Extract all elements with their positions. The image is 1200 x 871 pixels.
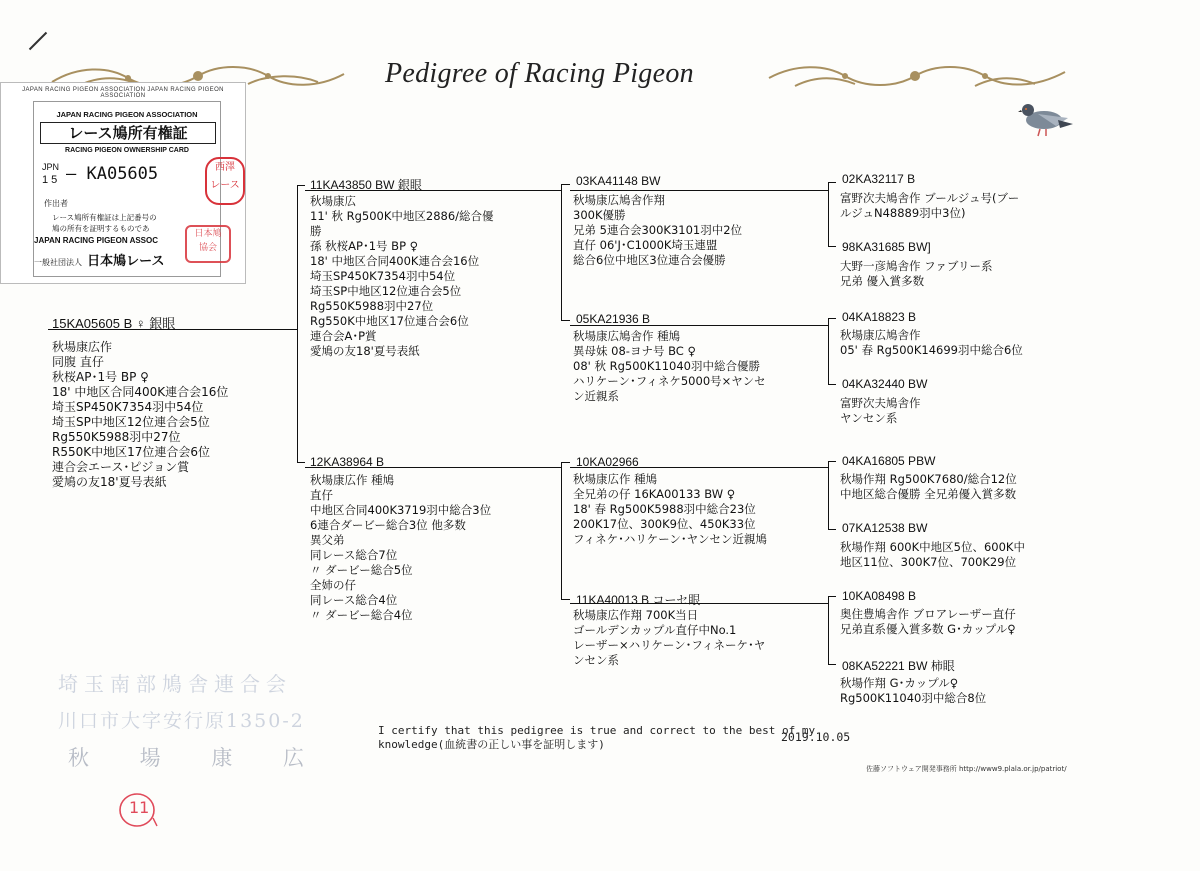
subject-notes: 秋場康広作 同腹 直仔 秋桜AP･1号 BP ♀ 18' 中地区合同400K連合会16位 埼玉SP450K7354羽中54位 埼玉SP中地区12位連合会5位 Rg550K5988羽中27位 R550K中地区17位連合会6位 連合会エース･ピジョン賞 愛鳩の友18'夏号表紙 <box>52 340 229 489</box>
subject-id: 15KA05605 B ♀ 銀眼 <box>52 316 176 331</box>
sd-notes: 秋場康広鳩舎作 種鳩 異母妹 08-ヨナ号 BC ♀ 08' 秋 Rg500K11040羽中総合優勝 ハリケーン･フィネケ5000号×ヤンセ ン近親系 <box>573 329 766 403</box>
gen4-v4 <box>828 596 829 664</box>
dd-id: 11KA40013 B コーセ眼 <box>576 593 701 607</box>
ss-notes: 秋場康広鳩舎作翔 300K優勝 兄弟 5連合会300K3101羽中2位 直仔 06'J･C1000K埼玉連盟 総合6位中地区3位連合会優勝 <box>573 193 743 267</box>
ddd-id: 08KA52221 BW 柿眼 <box>842 659 955 673</box>
handwritten-number: 11 <box>129 798 150 817</box>
sdd-id: 04KA32440 BW <box>842 377 928 391</box>
red-oval-stamp: 西澤 レース <box>205 157 245 205</box>
ownership-card <box>0 82 246 284</box>
ds-id: 10KA02966 <box>576 455 639 469</box>
sdd-tick <box>828 384 836 385</box>
card-title-en: RACING PIGEON OWNERSHIP CARD <box>65 147 189 154</box>
sire-tick <box>297 185 305 186</box>
dsd-tick <box>828 529 836 530</box>
ddd-notes: 秋場作翔 G･カップル♀ Rg500K11040羽中総合8位 <box>840 676 987 705</box>
dam-tick <box>297 462 305 463</box>
red-seal-stamp: 日本鳩 協会 <box>185 225 231 263</box>
dam-notes: 秋場康広作 種鳩 直仔 中地区合同400K3719羽中総合3位 6連合ダービー総合3位 他多数 異父弟 同レース総合7位 〃 ダービー総合5位 全姉の仔 同レース総合4位 〃 ダービー総合4位 <box>310 473 492 622</box>
ss-connector <box>570 190 828 191</box>
certification-text: I certify that this pedigree is true and correct to the best of my knowledge(血統書の正しい事を証明します) <box>378 724 816 751</box>
dd-notes: 秋場康広作翔 700K当日 ゴールデンカップル直仔中No.1 レーザー×ハリケーン･フィネーケ･ヤ ンセン系 <box>573 608 766 667</box>
ds-tick <box>561 462 570 463</box>
sss-id: 02KA32117 B <box>842 172 916 186</box>
card-owner-label: 作出者 <box>44 199 68 208</box>
gen2-vertical <box>297 185 298 462</box>
dd-tick <box>561 599 570 600</box>
card-footer-en: JAPAN RACING PIGEON ASSOC <box>34 236 159 245</box>
sds-tick <box>828 318 836 319</box>
gen4-v2 <box>828 318 829 384</box>
faded-stamp-line2: 川口市大字安行原1350-2 <box>58 710 305 732</box>
ssd-id: 98KA31685 BW] <box>842 240 931 254</box>
ds-notes: 秋場康広作 種鳩 全兄弟の仔 16KA00133 BW ♀ 18' 春 Rg500K5988羽中総合23位 200K17位、300K9位、450K33位 フィネケ･ハリケーン･ヤンセン近親鳩 <box>573 472 768 546</box>
card-title-jp: レース鳩所有権証 <box>40 122 216 144</box>
pen-mark <box>29 32 47 50</box>
software-credit: 佐藤ソフトウェア開発事務所 http://www9.plala.or.jp/patriot/ <box>866 765 1067 773</box>
dss-tick <box>828 461 836 462</box>
dsd-id: 07KA12538 BW <box>842 521 928 535</box>
gen3-lower-vertical <box>561 462 562 599</box>
card-association-en: JAPAN RACING PIGEON ASSOCIATION <box>56 110 198 119</box>
card-footer-jp-prefix: 一般社団法人 <box>34 258 82 267</box>
ss-tick <box>561 184 570 185</box>
dam-id: 12KA38964 B <box>310 455 385 469</box>
card-footer-jp <box>34 250 164 269</box>
dds-id: 10KA08498 B <box>842 589 917 603</box>
certification-date: 2019.10.05 <box>781 730 851 744</box>
pigeon-icon <box>1018 98 1074 138</box>
dds-notes: 奥住豊鳩舎作 ブロアレーザー直仔 兄弟直系優入賞多数 G･カップル♀ <box>840 607 1016 636</box>
card-ring-number: – KA05605 <box>66 164 159 184</box>
sire-notes: 秋場康広 11' 秋 Rg500K中地区2886/総合優 勝 孫 秋桜AP･1号 BP ♀ 18' 中地区合同400K連合会16位 埼玉SP450K7354羽中54位 埼玉SP中地区12位連合会5位 Rg550K5988羽中27位 Rg550K中地区17位連合会6位 連合会A･P賞 愛鳩の友18'夏号表紙 <box>310 194 494 358</box>
sds-notes: 秋場康広鳩舎作 05' 春 Rg500K14699羽中総合6位 <box>840 328 1023 357</box>
gen4-v1 <box>828 182 829 246</box>
sdd-notes: 富野次夫鳩舎作 ヤンセン系 <box>840 396 921 425</box>
sire-id: 11KA43850 BW 銀眼 <box>310 178 422 192</box>
card-statement: レース鳩所有権証は上記番号の 鳩の所有を証明するものであ <box>52 213 157 233</box>
card-ring-year: 1 5 <box>42 174 58 186</box>
dss-id: 04KA16805 PBW <box>842 454 936 468</box>
sds-id: 04KA18823 B <box>842 310 917 324</box>
card-ring-number-value: KA05605 <box>86 164 159 184</box>
sss-tick <box>828 182 836 183</box>
right-ornament <box>765 60 1070 94</box>
dsd-notes: 秋場作翔 600K中地区5位、600K中 地区11位、300K7位、700K29位 <box>840 540 1025 569</box>
ssd-tick <box>828 246 836 247</box>
ssd-notes: 大野一彦鳩舎作 ファブリー系 兄弟 優入賞多数 <box>840 259 993 288</box>
page-title: Pedigree of Racing Pigeon <box>385 58 694 89</box>
ddd-tick <box>828 664 836 665</box>
sd-tick <box>561 320 570 321</box>
sss-notes: 富野次夫鳩舎作 ブールジュ号(ブー ルジュN48889羽中3位) <box>840 191 1020 220</box>
gen4-v3 <box>828 461 829 529</box>
card-association-header: JAPAN RACING PIGEON ASSOCIATION JAPAN RACING PIGEON ASSOCIATION <box>22 87 224 99</box>
card-jpn-prefix: JPN <box>42 162 60 172</box>
card-footer-jp-name: 日本鳩レース <box>87 254 165 269</box>
faded-stamp-line3: 秋 場 康 広 <box>68 746 327 770</box>
dss-notes: 秋場作翔 Rg500K7680/総合12位 中地区総合優勝 全兄弟優入賞多数 <box>840 472 1017 501</box>
dds-tick <box>828 596 836 597</box>
faded-stamp-line1: 埼玉南部鳩舎連合会 <box>58 672 292 696</box>
gen3-upper-vertical <box>561 184 562 320</box>
sd-id: 05KA21936 B <box>576 312 651 326</box>
ss-id: 03KA41148 BW <box>576 174 661 188</box>
